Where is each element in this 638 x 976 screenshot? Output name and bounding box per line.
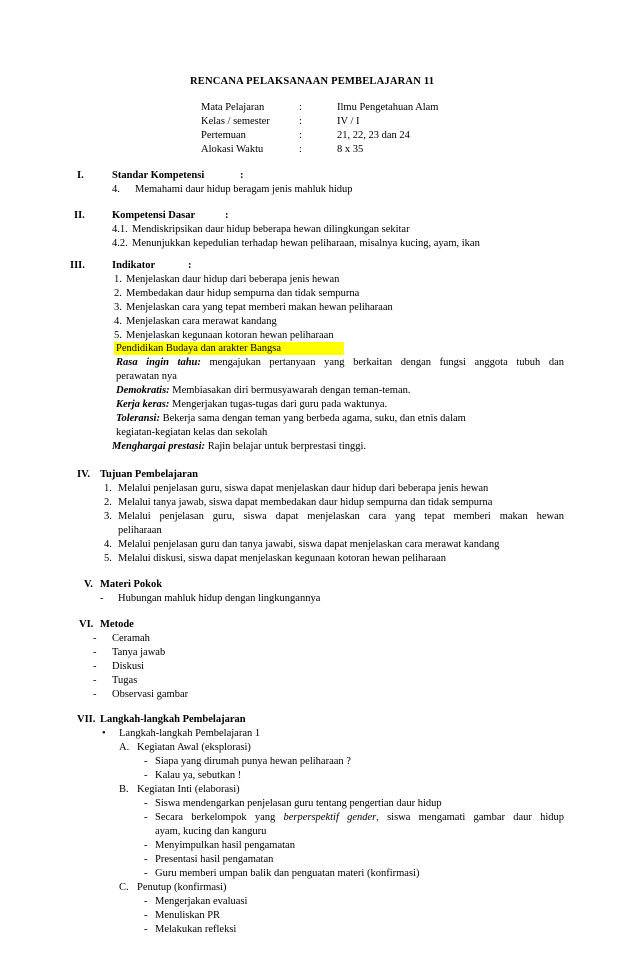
section-title: Langkah-langkah Pembelajaran bbox=[100, 714, 246, 725]
list-item-continuation: ayam, kucing dan kanguru bbox=[155, 826, 267, 837]
section-title: Materi Pokok bbox=[100, 579, 163, 590]
section-number: II. bbox=[74, 210, 85, 221]
section-title: Tujuan Pembelajaran bbox=[100, 469, 198, 480]
list-number: 3. bbox=[114, 302, 122, 313]
list-number: 4. bbox=[104, 539, 112, 550]
list-item: Hubungan mahluk hidup dengan lingkungannya bbox=[118, 593, 321, 604]
list-dash: - bbox=[144, 896, 148, 907]
list-item-text: , siswa mengamati gambar daur hidup bbox=[376, 812, 564, 823]
list-number: 1. bbox=[104, 483, 112, 494]
character-label: Toleransi: bbox=[116, 413, 160, 424]
character-item bbox=[116, 356, 564, 369]
list-item: Mendiskripsikan daur hidup beberapa hewan dilingkungan sekitar bbox=[132, 224, 410, 235]
list-item: Melalui penjelasan guru dan tanya jawabi, siswa dapat menjelaskan cara merawat kandang bbox=[118, 539, 500, 550]
list-dash: - bbox=[144, 924, 148, 935]
list-item: Melalui penjelasan guru, siswa dapat menjelaskan cara yang tepat memberi makan hewan bbox=[118, 511, 564, 522]
highlighted-heading: Pendidikan Budaya dan arakter Bangsa bbox=[114, 342, 344, 355]
step-title: Kegiatan Awal (eksplorasi) bbox=[137, 742, 251, 753]
list-dash: - bbox=[144, 798, 148, 809]
character-text: Rajin belajar untuk berprestasi tinggi. bbox=[207, 441, 367, 452]
meta-value: IV / I bbox=[337, 116, 360, 127]
section-number: VI. bbox=[79, 619, 94, 630]
section-colon: : bbox=[240, 170, 244, 181]
list-dash: - bbox=[93, 647, 97, 658]
character-text: Membiasakan diri bermusyawarah dengan teman-teman. bbox=[172, 385, 411, 396]
list-dash: - bbox=[144, 770, 148, 781]
meta-label: Alokasi Waktu bbox=[201, 144, 264, 155]
section-number: IV. bbox=[77, 469, 90, 480]
list-number: 4. bbox=[112, 184, 120, 195]
step-label: B. bbox=[119, 784, 129, 795]
list-item: Diskusi bbox=[112, 661, 145, 672]
list-number: 5. bbox=[104, 553, 112, 564]
list-dash: - bbox=[144, 840, 148, 851]
list-item: Memahami daur hidup beragam jenis mahluk hidup bbox=[135, 184, 353, 195]
section-colon: : bbox=[188, 260, 192, 271]
list-dash: - bbox=[93, 661, 97, 672]
character-item bbox=[116, 412, 466, 425]
step-label: A. bbox=[119, 742, 130, 753]
list-item: Melalui diskusi, siswa dapat menjelaskan kegunaan kotoran hewan peliharaan bbox=[118, 553, 447, 564]
meta-separator: : bbox=[299, 116, 302, 127]
list-number: 4.2. bbox=[112, 238, 128, 249]
character-text: Mengerjakan tugas-tugas dari guru pada waktunya. bbox=[172, 399, 388, 410]
list-item: Guru memberi umpan balik dan penguatan materi (konfirmasi) bbox=[155, 868, 420, 879]
character-label: Kerja keras: bbox=[116, 399, 170, 410]
list-item: Siswa mendengarkan penjelasan guru tentang pengertian daur hidup bbox=[155, 798, 442, 809]
list-dash: - bbox=[93, 689, 97, 700]
list-item-italic: berperspektif gender bbox=[283, 812, 377, 823]
list-item-text: Secara berkelompok yang bbox=[155, 812, 276, 823]
list-dash: - bbox=[144, 756, 148, 767]
list-item: Menunjukkan kepedulian terhadap hewan peliharaan, misalnya kucing, ayam, ikan bbox=[132, 238, 480, 249]
list-number: 4. bbox=[114, 316, 122, 327]
list-item: Kalau ya, sebutkan ! bbox=[155, 770, 242, 781]
list-item: Menjelaskan kegunaan kotoran hewan peliharaan bbox=[126, 330, 334, 341]
character-label: Menghargai prestasi: bbox=[112, 441, 206, 452]
list-dash: - bbox=[144, 910, 148, 921]
meta-label: Mata Pelajaran bbox=[201, 102, 265, 113]
list-item bbox=[155, 811, 564, 824]
sub-title: Langkah-langkah Pembelajaran 1 bbox=[119, 728, 261, 739]
section-number: V. bbox=[84, 579, 93, 590]
list-number: 2. bbox=[114, 288, 122, 299]
section-title: Indikator bbox=[112, 260, 156, 271]
character-label: Demokratis: bbox=[116, 385, 170, 396]
section-colon: : bbox=[225, 210, 229, 221]
list-item: Menjelaskan cara merawat kandang bbox=[126, 316, 277, 327]
document-title: RENCANA PELAKSANAAN PEMBELAJARAN 11 bbox=[190, 76, 435, 87]
character-continuation: kegiatan-kegiatan kelas dan sekolah bbox=[116, 427, 268, 438]
list-item: Menuliskan PR bbox=[155, 910, 221, 921]
step-title: Kegiatan Inti (elaborasi) bbox=[137, 784, 240, 795]
meta-separator: : bbox=[299, 130, 302, 141]
character-label: Rasa ingin tahu: bbox=[116, 357, 201, 368]
meta-value: 21, 22, 23 dan 24 bbox=[337, 130, 410, 141]
list-item: Menyimpulkan hasil pengamatan bbox=[155, 840, 295, 851]
step-label: C. bbox=[119, 882, 129, 893]
list-number: 1. bbox=[114, 274, 122, 285]
meta-value: Ilmu Pengetahuan Alam bbox=[337, 102, 439, 113]
meta-value: 8 x 35 bbox=[337, 144, 364, 155]
section-number: VII. bbox=[77, 714, 96, 725]
section-number: III. bbox=[70, 260, 85, 271]
list-dash: - bbox=[100, 593, 104, 604]
meta-separator: : bbox=[299, 102, 302, 113]
list-dash: - bbox=[93, 633, 97, 644]
bullet-icon: • bbox=[102, 728, 106, 739]
meta-label: Kelas / semester bbox=[201, 116, 270, 127]
list-dash: - bbox=[144, 868, 148, 879]
list-item: Presentasi hasil pengamatan bbox=[155, 854, 274, 865]
character-text: Bekerja sama dengan teman yang berbeda agama, suku, dan etnis dalam bbox=[162, 413, 466, 424]
character-continuation: perawatan nya bbox=[116, 371, 177, 382]
character-item bbox=[112, 440, 366, 453]
list-dash: - bbox=[144, 854, 148, 865]
list-dash: - bbox=[144, 812, 148, 823]
list-number: 2. bbox=[104, 497, 112, 508]
list-number: 3. bbox=[104, 511, 112, 522]
list-number: 5. bbox=[114, 330, 122, 341]
list-item-continuation: peliharaan bbox=[118, 525, 162, 536]
character-item bbox=[116, 384, 411, 397]
list-item: Observasi gambar bbox=[112, 689, 189, 700]
section-title: Kompetensi Dasar bbox=[112, 210, 196, 221]
section-number: I. bbox=[77, 170, 84, 181]
list-number: 4.1. bbox=[112, 224, 128, 235]
list-item: Tugas bbox=[112, 675, 138, 686]
list-item: Melalui tanya jawab, siswa dapat membedakan daur hidup sempurna dan tidak sempurna bbox=[118, 497, 493, 508]
character-text: mengajukan pertanyaan yang berkaitan dengan fungsi anggota tubuh dan bbox=[209, 357, 565, 368]
list-dash: - bbox=[93, 675, 97, 686]
meta-separator: : bbox=[299, 144, 302, 155]
meta-label: Pertemuan bbox=[201, 130, 246, 141]
list-item: Ceramah bbox=[112, 633, 150, 644]
list-item: Siapa yang dirumah punya hewan peliharaan ? bbox=[155, 756, 351, 767]
list-item: Membedakan daur hidup sempurna dan tidak sempurna bbox=[126, 288, 360, 299]
step-title: Penutup (konfirmasi) bbox=[137, 882, 227, 893]
list-item: Melakukan refleksi bbox=[155, 924, 237, 935]
list-item: Tanya jawab bbox=[112, 647, 166, 658]
list-item: Melalui penjelasan guru, siswa dapat menjelaskan daur hidup dari beberapa jenis hewan bbox=[118, 483, 489, 494]
list-item: Mengerjakan evaluasi bbox=[155, 896, 248, 907]
section-title: Metode bbox=[100, 619, 134, 630]
list-item: Menjelaskan cara yang tepat memberi makan hewan peliharaan bbox=[126, 302, 393, 313]
list-item: Menjelaskan daur hidup dari beberapa jenis hewan bbox=[126, 274, 340, 285]
character-item bbox=[116, 398, 387, 411]
section-title: Standar Kompetensi bbox=[112, 170, 205, 181]
